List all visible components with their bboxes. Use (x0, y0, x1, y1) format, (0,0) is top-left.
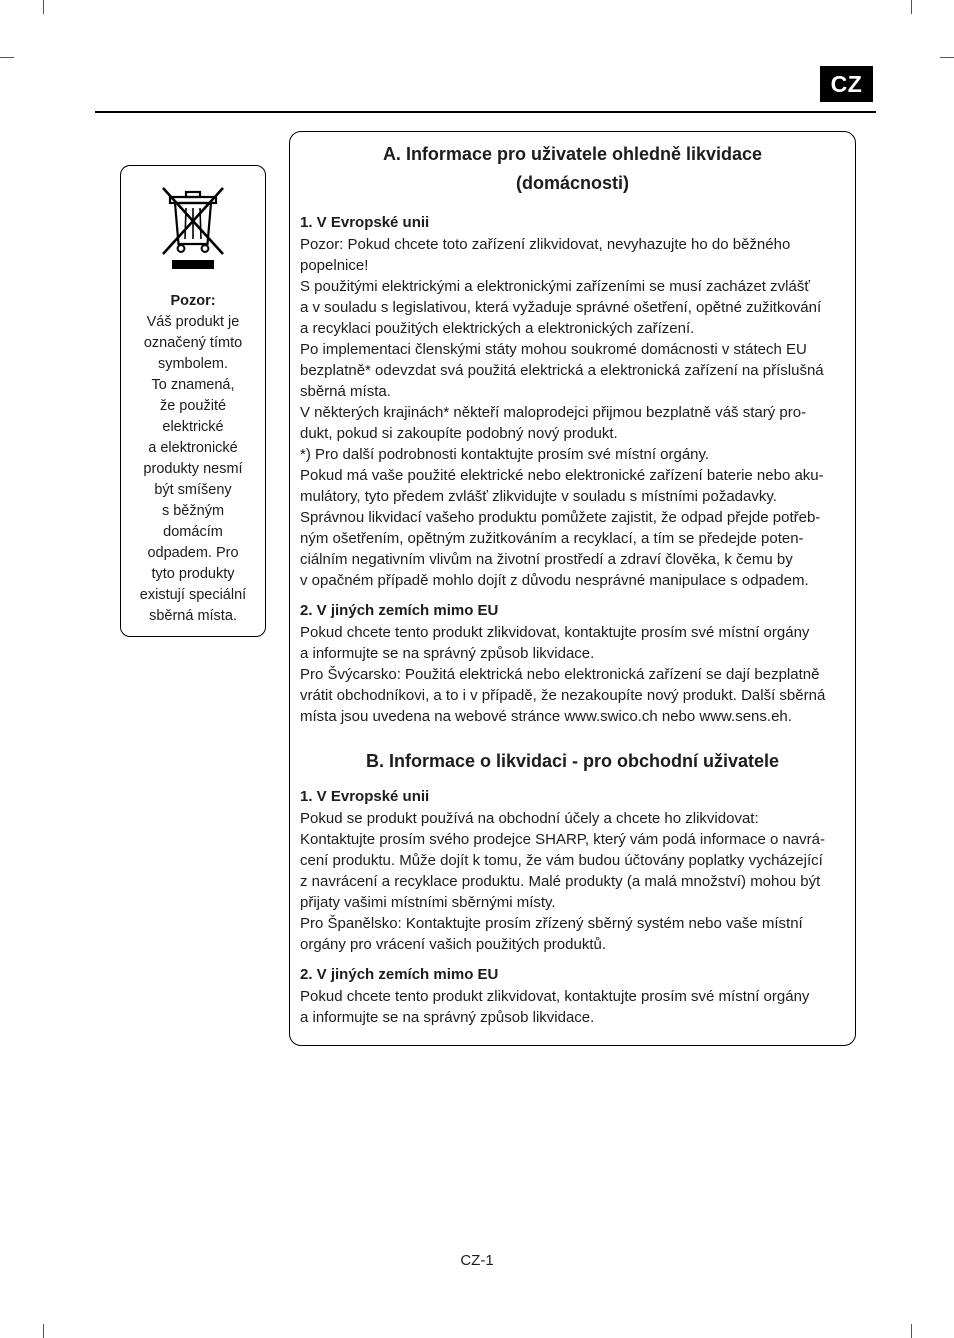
text-line: dukt, pokud si zakoupíte podobný nový produkt. (300, 425, 618, 442)
text-line: a informujte se na správný způsob likvidace. (300, 1009, 595, 1026)
caution-text (121, 312, 265, 627)
text-line: orgány pro vrácení vašich použitých produktů. (300, 936, 606, 953)
text-line: (domácnosti) (515, 173, 629, 193)
section-b-title: B. Informace o likvidaci - pro obchodní uživatele (365, 751, 780, 771)
text-line: ným ošetřením, opětným zužitkováním a recyklací, a tím se předejde poten- (300, 530, 804, 547)
language-badge: CZ (820, 66, 873, 102)
info-box (289, 131, 856, 1046)
header-rule (95, 111, 876, 113)
text-line: tyto produkty (151, 566, 235, 582)
text-line: symbolem. (157, 356, 229, 372)
text-line: být smíšeny (154, 482, 232, 498)
text-line: domácím (163, 524, 223, 540)
text-line: popelnice! (300, 257, 369, 274)
text-line: Pokud chcete tento produkt zlikvidovat, kontaktujte prosím své místní orgány (300, 624, 810, 641)
text-line: a elektronické (148, 440, 238, 456)
section-a-title (300, 140, 845, 198)
text-line: že použité (159, 398, 227, 414)
text-line: S použitými elektrickými a elektronickými zařízeními se musí zacházet zvlášť (300, 278, 810, 295)
text-line: ciálním negativním vlivům na životní prostředí a zdraví člověka, k čemu by (300, 551, 793, 568)
crop-mark (911, 0, 912, 14)
text-line: existují speciální (139, 587, 247, 603)
text-line: s běžným (161, 503, 225, 519)
text-line: sběrná místa. (300, 383, 391, 400)
text-line: přijaty vašimi místními sběrnými místy. (300, 894, 556, 911)
crop-mark (43, 0, 44, 14)
section-a-2-text (300, 622, 845, 727)
text-line: Pro Švýcarsko: Použitá elektrická nebo elektronická zařízení se dají bezplatně (300, 666, 820, 683)
text-line: cení produktu. Může dojít k tomu, že vám budou účtovány poplatky vycházející (300, 852, 823, 869)
text-line: Pozor: Pokud chcete toto zařízení zlikvidovat, nevyhazujte ho do běžného (300, 236, 791, 253)
text-line: Správnou likvidací vašeho produktu pomůžete zajistit, že odpad přejde potřeb- (300, 509, 821, 526)
caution-box (120, 165, 266, 637)
text-line: místa jsou uvedena na webové stránce www.swico.ch nebo www.sens.eh. (300, 708, 792, 725)
text-line: produkty nesmí (143, 461, 243, 477)
weee-crossed-out-wheeled-bin-icon (157, 182, 229, 283)
text-line: Pokud chcete tento produkt zlikvidovat, kontaktujte prosím své místní orgány (300, 988, 810, 1005)
text-line: elektrické (162, 419, 224, 435)
section-a-1-heading: 1. V Evropské unii (300, 214, 430, 231)
section-b-2-heading: 2. V jiných zemích mimo EU (300, 966, 499, 983)
text-line: a informujte se na správný způsob likvidace. (300, 645, 595, 662)
text-line: Pokud se produkt používá na obchodní účely a chcete ho zlikvidovat: (300, 810, 759, 827)
text-line: To znamená, (151, 377, 235, 393)
text-line: odpadem. Pro (147, 545, 239, 561)
text-line: v opačném případě mohlo dojít z důvodu nesprávné manipulace s odpadem. (300, 572, 809, 589)
text-line: V některých krajinách* někteří maloprodejci přijmou bezplatně váš starý pro- (300, 404, 807, 421)
text-line: a v souladu s legislativou, která vyžaduje správné ošetření, opětné zužitkování (300, 299, 822, 316)
section-b-1-text (300, 808, 845, 955)
crop-mark (911, 1324, 912, 1338)
text-line: Pokud má vaše použité elektrické nebo elektronické zařízení baterie nebo aku- (300, 467, 824, 484)
text-line: Kontaktujte prosím svého prodejce SHARP, který vám podá informace o navrá- (300, 831, 825, 848)
caution-heading: Pozor: (170, 293, 216, 309)
text-line: a recyklaci použitých elektrických a elektronických zařízení. (300, 320, 695, 337)
crop-mark (43, 1324, 44, 1338)
text-line: označený tímto (143, 335, 243, 351)
crop-mark (940, 57, 954, 58)
crop-mark (0, 57, 14, 58)
section-a-2-heading: 2. V jiných zemích mimo EU (300, 602, 499, 619)
text-line: Po implementaci členskými státy mohou soukromé domácnosti v státech EU (300, 341, 807, 358)
text-line: *) Pro další podrobnosti kontaktujte prosím své místní orgány. (300, 446, 710, 463)
text-line: Pro Španělsko: Kontaktujte prosím zřízený sběrný systém nebo vaše místní (300, 915, 803, 932)
text-line: mulátory, tyto předem zvlášť zlikvidujte v souladu s místními požadavky. (300, 488, 777, 505)
section-b-1-heading: 1. V Evropské unii (300, 788, 430, 805)
section-b-2-text (300, 986, 845, 1028)
page-number: CZ-1 (460, 1252, 494, 1269)
text-line: A. Informace pro uživatele ohledně likvidace (382, 144, 763, 164)
text-line: z navrácení a recyklace produktu. Malé produkty (a malá množství) mohou být (300, 873, 821, 890)
text-line: vrátit obchodníkovi, a to i v případě, že nezakoupíte nový produkt. Další sběrná (300, 687, 826, 704)
text-line: Váš produkt je (146, 314, 240, 330)
text-line: bezplatně* odevzdat svá použitá elektrická a elektronická zařízení na příslušná (300, 362, 824, 379)
text-line: sběrná místa. (149, 608, 237, 624)
section-a-1-text (300, 234, 845, 591)
